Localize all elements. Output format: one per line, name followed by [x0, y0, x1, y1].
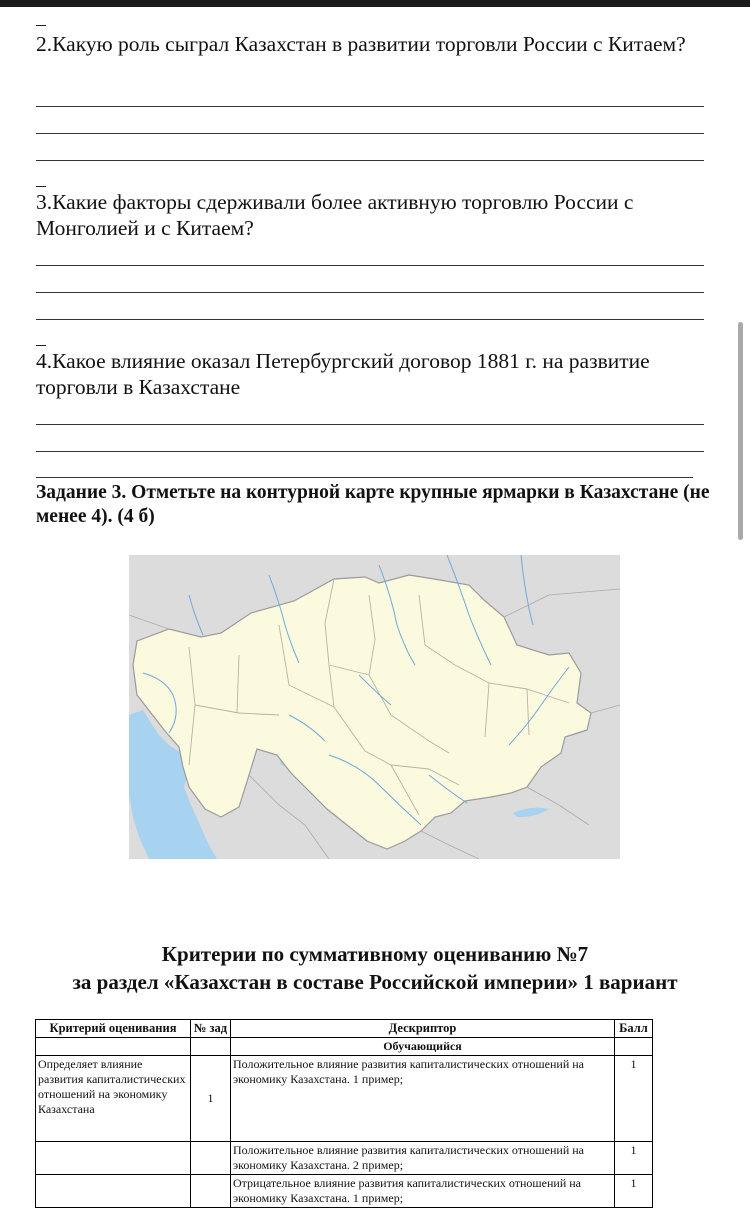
- criteria-subtitle: за раздел «Казахстан в составе Российской империи» 1 вариант: [72, 970, 678, 994]
- descriptor-cell: Отрицательное влияние развития капиталистических отношений на экономику Казахстана. 1 пример;: [231, 1175, 615, 1208]
- question-marker: [36, 186, 46, 187]
- question-3: 3.Какие факторы сдерживали более активную торговлю России с Монголией и с Китаем?: [36, 190, 634, 240]
- answer-line: [36, 477, 693, 478]
- empty-cell: [615, 1038, 653, 1056]
- answer-line: [36, 160, 704, 161]
- scrollbar[interactable]: [738, 322, 743, 540]
- score-cell: 1: [615, 1056, 653, 1142]
- criterion-cell: [36, 1142, 191, 1175]
- empty-cell: [191, 1038, 231, 1056]
- answer-line: [36, 451, 704, 452]
- answer-line: [36, 133, 704, 134]
- top-bar: [0, 0, 750, 7]
- question-2: 2.Какую роль сыграл Казахстан в развитии торговли России с Китаем?: [36, 32, 686, 56]
- question-marker: [36, 25, 46, 26]
- criterion-cell: [36, 1175, 191, 1208]
- task-3-heading: Задание 3. Отметьте на контурной карте крупные ярмарки в Казахстане (не менее 4). (4 б): [36, 482, 710, 527]
- header-score: Балл: [615, 1020, 653, 1038]
- empty-cell: [36, 1038, 191, 1056]
- answer-line: [36, 319, 704, 320]
- kazakhstan-outline-map: [129, 555, 620, 859]
- table-header-row: [36, 1020, 653, 1038]
- score-cell: 1: [615, 1175, 653, 1208]
- score-cell: 1: [615, 1142, 653, 1175]
- criteria-title: Критерии по суммативному оцениванию №7: [161, 942, 589, 966]
- answer-line: [36, 106, 704, 107]
- question-4: 4.Какое влияние оказал Петербургский договор 1881 г. на развитие торговли в Казахстане: [36, 349, 650, 399]
- task-number-cell: [191, 1142, 231, 1175]
- header-criterion: Критерий оценивания: [36, 1020, 191, 1038]
- header-task: № зад: [191, 1020, 231, 1038]
- answer-line: [36, 265, 704, 266]
- table-subheader-row: [36, 1038, 653, 1056]
- table-row: [36, 1142, 653, 1175]
- descriptor-cell: Положительное влияние развития капиталистических отношений на экономику Казахстана. 1 пример;: [231, 1056, 615, 1142]
- header-descriptor: Дескриптор: [231, 1020, 615, 1038]
- criteria-table: [35, 1019, 653, 1208]
- answer-line: [36, 424, 704, 425]
- descriptor-cell: Положительное влияние развития капиталистических отношений на экономику Казахстана. 2 пример;: [231, 1142, 615, 1175]
- table-row: [36, 1056, 653, 1142]
- table-row: [36, 1175, 653, 1208]
- criterion-cell: Определяет влияние развития капиталистических отношений на экономику Казахстана: [36, 1056, 191, 1142]
- answer-line: [36, 292, 704, 293]
- question-marker: [36, 345, 46, 346]
- subheader-student: Обучающийся: [231, 1038, 615, 1056]
- task-number-cell: 1: [191, 1056, 231, 1142]
- task-number-cell: [191, 1175, 231, 1208]
